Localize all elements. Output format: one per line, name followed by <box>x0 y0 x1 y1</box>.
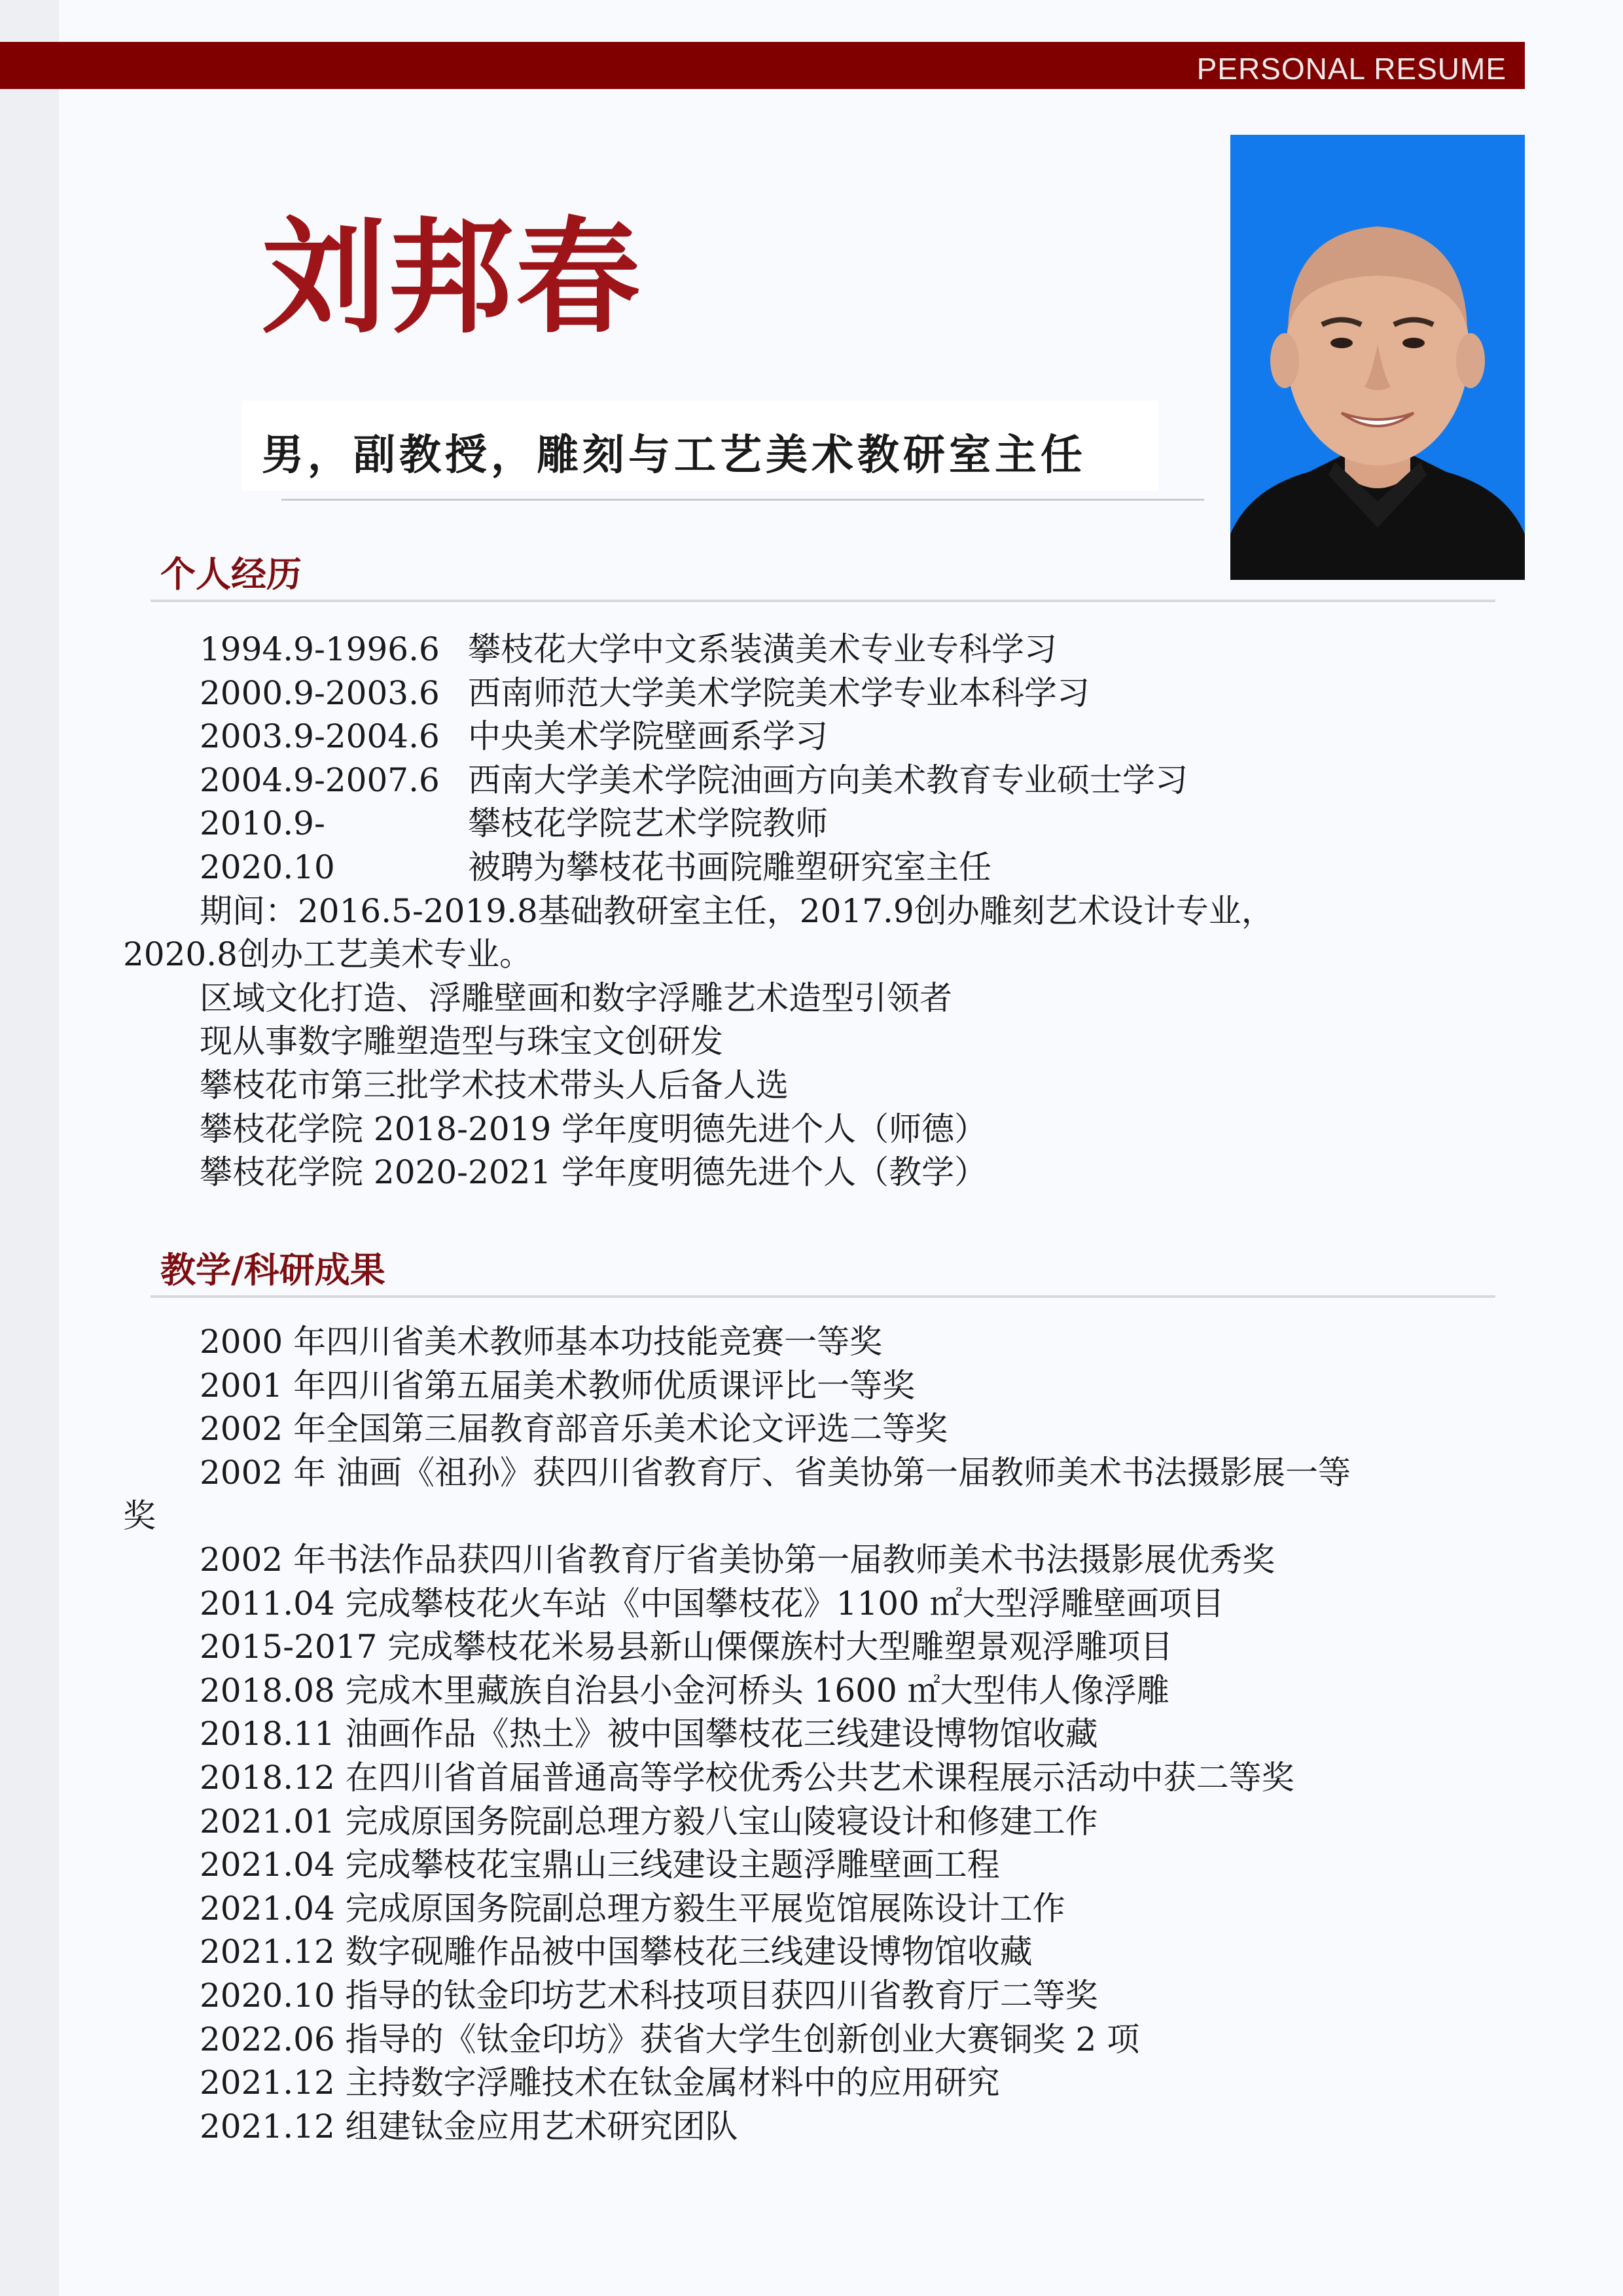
experience-text: 中央美术学院壁画系学习 <box>468 717 828 756</box>
experience-dated-item <box>200 717 828 756</box>
experience-text: 西南大学美术学院油画方向美术教育专业硕士学习 <box>468 761 1188 799</box>
experience-date: 2000.9-2003.6 <box>200 673 440 712</box>
left-margin-strip <box>0 0 59 2296</box>
experience-note: 区域文化打造、浮雕壁画和数字浮雕艺术造型引领者 <box>200 978 952 1017</box>
achievement-item: 2020.10 指导的钛金印坊艺术科技项目获四川省教育厅二等奖 <box>200 1977 1098 2015</box>
experience-date: 2003.9-2004.6 <box>200 717 440 756</box>
portrait-photo <box>1230 135 1525 580</box>
experience-dated-item <box>200 761 1188 799</box>
achievement-item: 2001 年四川省第五届美术教师优质课评比一等奖 <box>200 1366 916 1405</box>
person-subtitle: 男，副教授，雕刻与工艺美术教研室主任 <box>262 431 1086 480</box>
section-title-achievements: 教学/科研成果 <box>160 1249 385 1291</box>
achievement-item: 2018.12 在四川省首届普通高等学校优秀公共艺术课程展示活动中获二等奖 <box>200 1759 1294 1797</box>
experience-note: 攀枝花学院 2018-2019 学年度明德先进个人（师德） <box>200 1109 988 1148</box>
experience-note: 攀枝花学院 2020-2021 学年度明德先进个人（教学） <box>200 1153 988 1192</box>
section-divider-experience <box>151 600 1495 602</box>
experience-text: 被聘为攀枝花书画院雕塑研究室主任 <box>468 848 991 886</box>
header-label: PERSONAL RESUME <box>1196 52 1507 86</box>
achievement-item: 2002 年书法作品获四川省教育厅省美协第一届教师美术书法摄影展优秀奖 <box>200 1541 1275 1579</box>
achievement-item: 2021.12 组建钛金应用艺术研究团队 <box>200 2107 738 2145</box>
subtitle-divider <box>281 499 1204 501</box>
section-title-experience: 个人经历 <box>160 554 302 595</box>
experience-dated-item <box>200 804 828 843</box>
experience-text: 西南师范大学美术学院美术学专业本科学习 <box>468 673 1090 712</box>
subtitle-box <box>242 401 1158 491</box>
person-name: 刘邦春 <box>262 206 643 350</box>
experience-date: 2020.10 <box>200 848 335 886</box>
experience-text: 攀枝花大学中文系装潢美术专业专科学习 <box>468 630 1057 668</box>
achievement-item: 2022.06 指导的《钛金印坊》获省大学生创新创业大赛铜奖 2 项 <box>200 2020 1140 2058</box>
experience-date: 2004.9-2007.6 <box>200 761 440 799</box>
achievement-item: 2011.04 完成攀枝花火车站《中国攀枝花》1100 ㎡大型浮雕壁画项目 <box>200 1584 1224 1623</box>
experience-note: 攀枝花市第三批学术技术带头人后备人选 <box>200 1066 789 1104</box>
experience-note: 现从事数字雕塑造型与珠宝文创研发 <box>200 1022 723 1061</box>
experience-note: 2020.8创办工艺美术专业。 <box>123 935 532 974</box>
achievement-item: 2000 年四川省美术教师基本功技能竞赛一等奖 <box>200 1323 883 1361</box>
experience-dated-item <box>200 673 1090 712</box>
achievement-item: 奖 <box>123 1497 156 1535</box>
experience-date: 2010.9- <box>200 804 325 843</box>
experience-dated-item <box>200 630 1057 668</box>
achievement-item: 2002 年 油画《祖孙》获四川省教育厅、省美协第一届教师美术书法摄影展一等 <box>200 1453 1351 1492</box>
experience-dated-item <box>200 848 991 886</box>
achievement-item: 2021.01 完成原国务院副总理方毅八宝山陵寝设计和修建工作 <box>200 1802 1098 1840</box>
experience-note: 期间：2016.5-2019.8基础教研室主任，2017.9创办雕刻艺术设计专业， <box>200 891 1274 930</box>
achievement-item: 2015-2017 完成攀枝花米易县新山傈僳族村大型雕塑景观浮雕项目 <box>200 1628 1173 1666</box>
header-bar <box>0 42 1525 89</box>
achievement-item: 2021.04 完成攀枝花宝鼎山三线建设主题浮雕壁画工程 <box>200 1846 1000 1884</box>
experience-date: 1994.9-1996.6 <box>200 630 440 668</box>
achievement-item: 2021.12 主持数字浮雕技术在钛金属材料中的应用研究 <box>200 2064 1000 2102</box>
experience-text: 攀枝花学院艺术学院教师 <box>468 804 828 843</box>
achievement-item: 2018.11 油画作品《热土》被中国攀枝花三线建设博物馆收藏 <box>200 1715 1098 1753</box>
achievement-item: 2002 年全国第三届教育部音乐美术论文评选二等奖 <box>200 1410 948 1448</box>
achievement-item: 2021.04 完成原国务院副总理方毅生平展览馆展陈设计工作 <box>200 1889 1065 1928</box>
achievement-item: 2021.12 数字砚雕作品被中国攀枝花三线建设博物馆收藏 <box>200 1933 1033 1971</box>
achievement-item: 2018.08 完成木里藏族自治县小金河桥头 1600 ㎡大型伟人像浮雕 <box>200 1671 1169 1710</box>
section-divider-achievements <box>151 1295 1495 1298</box>
